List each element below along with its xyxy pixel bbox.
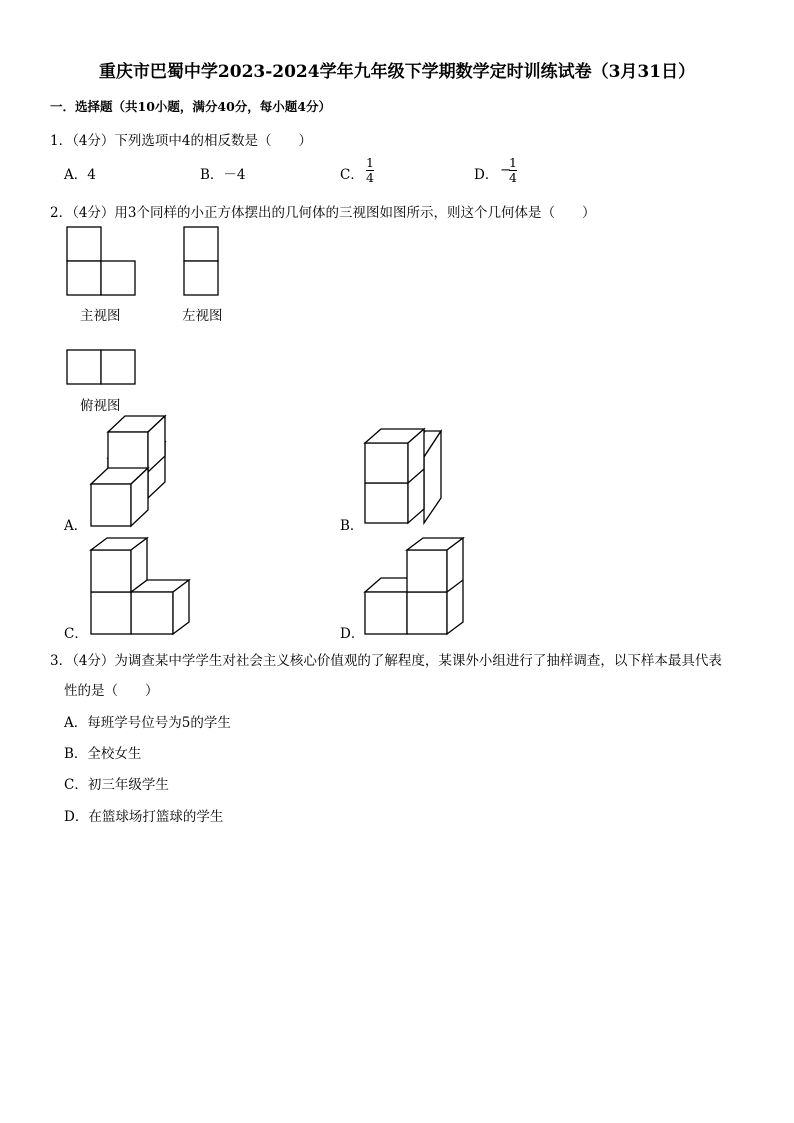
q3-option-d[interactable]: D．在篮球场打篮球的学生 <box>64 809 224 825</box>
top-view-figure <box>66 349 138 387</box>
left-view-figure <box>183 226 221 298</box>
q2-option-b-figure <box>364 428 444 528</box>
q1-option-a[interactable]: A．4 <box>64 167 96 183</box>
q1-option-c-label[interactable]: C． <box>340 167 364 183</box>
front-view-label: 主视图 <box>80 308 121 324</box>
q3-stem-line2: 性的是（ ） <box>64 683 159 699</box>
fraction-denominator: 4 <box>366 170 374 185</box>
fraction-numerator: 1 <box>509 155 517 170</box>
q2-option-d-figure <box>364 537 466 637</box>
fraction-numerator: 1 <box>366 155 374 170</box>
q2-option-d-label[interactable]: D． <box>340 626 365 642</box>
q1-option-d-label[interactable]: D． <box>474 167 499 183</box>
q3-option-a[interactable]: A．每班学号位号为5的学生 <box>64 715 231 731</box>
q2-option-c-label[interactable]: C． <box>64 626 88 642</box>
q2-option-a-figure <box>88 415 170 530</box>
q3-stem-line1: 3．（4分）为调查某中学学生对社会主义核心价值观的了解程度，某课外小组进行了抽样调查，以下样本最具代表 <box>50 653 722 669</box>
q1-option-d-sign: − <box>500 162 512 178</box>
q2-option-b-label[interactable]: B． <box>340 518 364 534</box>
q3-option-b[interactable]: B．全校女生 <box>64 746 142 762</box>
top-view-label: 俯视图 <box>80 398 121 414</box>
fraction-denominator: 4 <box>509 170 517 185</box>
q1-option-d-fraction <box>509 156 517 185</box>
q1-option-c-fraction <box>366 156 374 185</box>
page-title: 重庆市巴蜀中学2023-2024学年九年级下学期数学定时训练试卷（3月31日） <box>98 62 696 82</box>
q2-option-c-figure <box>90 537 192 637</box>
left-view-label: 左视图 <box>182 308 223 324</box>
q1-option-b[interactable]: B．－4 <box>200 167 246 183</box>
section-heading: 一．选择题（共10小题，满分40分，每小题4分） <box>50 99 331 114</box>
q1-stem: 1．（4分）下列选项中4的相反数是（ ） <box>50 133 313 149</box>
q3-option-c[interactable]: C．初三年级学生 <box>64 777 169 793</box>
q2-stem: 2．（4分）用3个同样的小正方体摆出的几何体的三视图如图所示，则这个几何体是（ ） <box>50 205 596 221</box>
q2-option-a-label[interactable]: A． <box>64 518 88 534</box>
front-view-figure <box>66 226 138 298</box>
